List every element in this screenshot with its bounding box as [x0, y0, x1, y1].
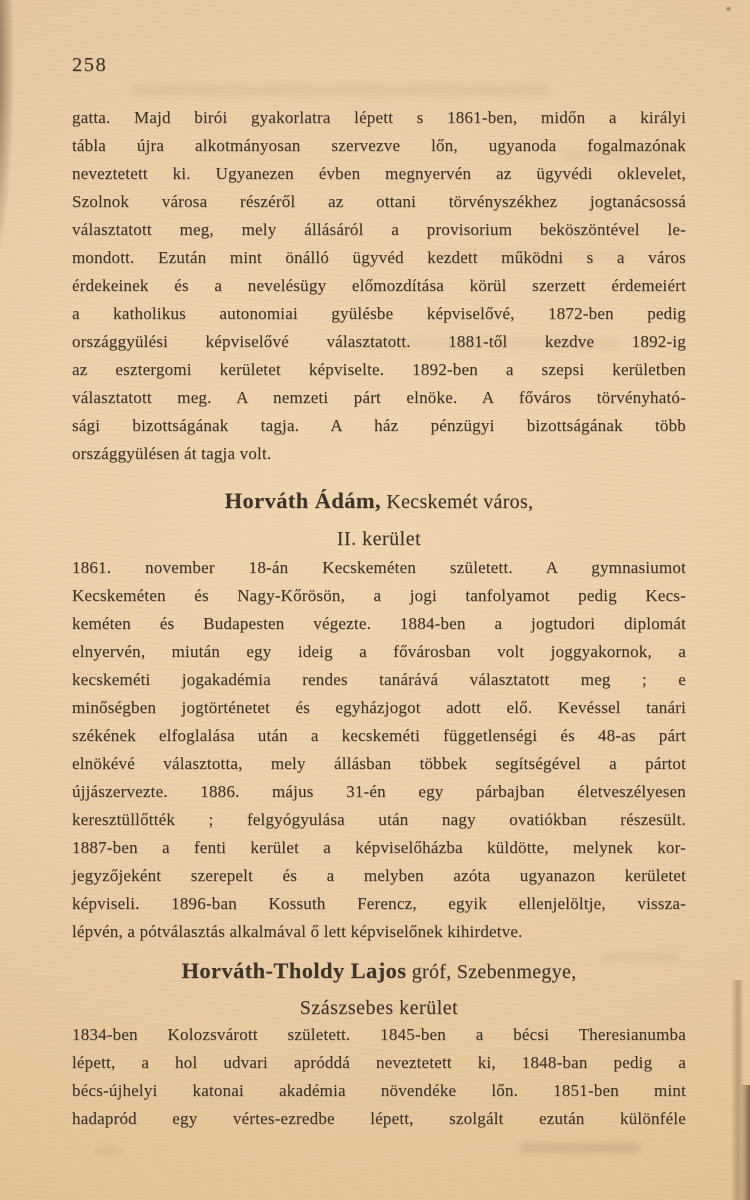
text-line: hadapród egy vértes-ezredbe lépett, szolgált ezután különféle [72, 1109, 686, 1128]
entry1-heading [72, 486, 686, 519]
entry1-name: Horváth Ádám, [224, 488, 382, 513]
page-number: 258 [72, 54, 108, 76]
entry1-constituency: Kecskemét város, [381, 491, 534, 513]
bleed-through-smudge [520, 1142, 640, 1154]
text-line: 1887-ben a fenti kerület a képviselőházba küldötte, melynek kor- [72, 838, 686, 857]
text-line: választatott meg, mely állásáról a provisorium beköszöntével le- [72, 220, 686, 239]
text-line: választatott meg. A nemzeti párt elnöke. A főváros törvényható- [72, 388, 686, 407]
page-edge-shadow-left [0, 0, 16, 320]
text-line: székének elfoglalása után a kecskeméti függetlenségi és 48-as párt [72, 726, 686, 745]
text-line: jegyzőjeként szerepelt és a melyben azóta ugyanazon kerületet [72, 866, 686, 885]
entry1-heading-line2 [72, 524, 686, 556]
text-line: 1834-ben Kolozsvárott született. 1845-ben a bécsi Theresianumba [72, 1025, 686, 1044]
text-line: 1861. november 18-án Kecskeméten született. A gymnasiumot [72, 558, 686, 577]
text-line: a katholikus autonomiai gyülésbe képviselővé, 1872-ben pedig [72, 304, 686, 323]
text-line: érdekeinek és a nevelésügy előmozdítása körül szerzett érdemeiért [72, 276, 686, 295]
text-line: Szolnok városa részéről az ottani törvényszékhez jogtanácsossá [72, 192, 686, 211]
text-line: tábla újra alkotmányosan szervezve lőn, ugyanoda fogalmazónak [72, 136, 686, 155]
text-line: lépvén, a pótválasztás alkalmával ő lett képviselőnek kihirdetve. [72, 922, 523, 941]
entry2-biography [72, 1021, 686, 1133]
text-line: gatta. Majd birói gyakorlatra lépett s 1861-ben, midőn a királyi [72, 108, 686, 127]
entry2-name: Horváth-Tholdy Lajos [181, 958, 407, 983]
entry2-district: Szászsebes kerület [299, 997, 459, 1019]
entry1-biography [72, 554, 686, 946]
text-line: képviseli. 1896-ban Kossuth Ferencz, egyik ellenjelöltje, vissza- [72, 894, 686, 913]
text-line: kecskeméti jogakadémia rendes tanárává választatott meg ; e [72, 670, 686, 689]
bleed-through-smudge [95, 1146, 121, 1156]
text-line: országgyülésen át tagja volt. [72, 444, 272, 463]
entry1-district: II. kerület [336, 528, 422, 550]
scan-speck [726, 7, 731, 11]
text-line: neveztetett ki. Ugyanezen évben megnyervén az ügyvédi oklevelet, [72, 164, 686, 183]
text-line: sági bizottságának tagja. A ház pénzügyi bizottságának több [72, 416, 686, 435]
text-line: keresztüllőtték ; felgyógyulása után nagy ovatiókban részesült. [72, 810, 686, 829]
text-line: országgyülési képviselővé választatott. 1881-től kezdve 1892-ig [72, 332, 686, 351]
bleed-through-smudge [130, 84, 550, 96]
text-line: minőségben jogtörténetet és egyházjogot adott elő. Kevéssel tanári [72, 698, 686, 717]
entry2-constituency: gróf, Szebenmegye, [406, 961, 577, 983]
text-line: újjászervezte. 1886. május 31-én egy párbajban életveszélyesen [72, 782, 686, 801]
text-line: keméten és Budapesten végezte. 1884-ben a jogtudori diplomát [72, 614, 686, 633]
text-line: bécs-újhelyi katonai akadémia növendéke lőn. 1851-ben mint [72, 1081, 686, 1100]
text-line: mondott. Ezután mint önálló ügyvéd kezdett működni s a város [72, 248, 686, 267]
text-line: elnökévé választotta, mely állásban többek segítségével a pártot [72, 754, 686, 773]
paragraph-continuation [72, 104, 686, 468]
text-line: elnyervén, miután egy ideig a fővárosban volt joggyakornok, a [72, 642, 686, 661]
text-line: lépett, a hol udvari apróddá neveztetett ki, 1848-ban pedig a [72, 1053, 686, 1072]
entry2-heading [72, 956, 686, 989]
page-edge-shadow-bottom-right [740, 1085, 750, 1200]
page-crease-right [731, 980, 744, 1200]
text-line: Kecskeméten és Nagy-Kőrösön, a jogi tanfolyamot pedig Kecs- [72, 586, 686, 605]
text-line: az esztergomi kerületet képviselte. 1892-ben a szepsi kerületben [72, 360, 686, 379]
